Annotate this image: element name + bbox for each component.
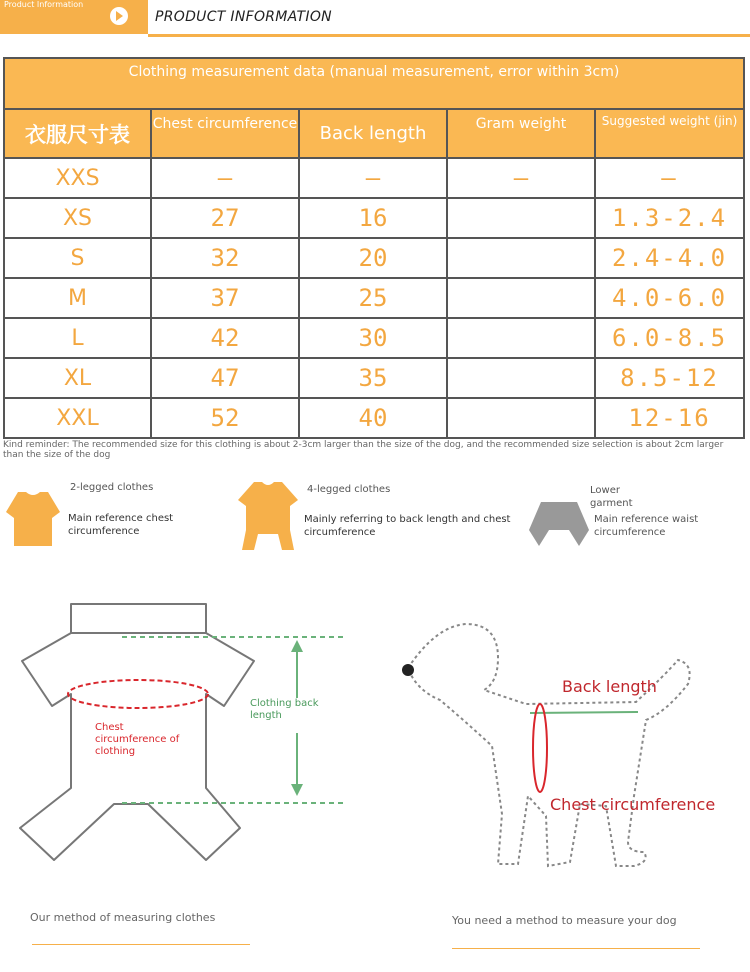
size-cell: XS (4, 198, 151, 238)
chest-cell: 47 (151, 358, 299, 398)
lower-garment-icon (527, 500, 591, 548)
chest-ellipse (68, 680, 208, 708)
back-cell: 20 (299, 238, 447, 278)
dog-diagram (396, 616, 726, 876)
gram-cell (447, 198, 595, 238)
size-cell: XXS (4, 158, 151, 198)
size-cell: XL (4, 358, 151, 398)
dog-outline (408, 624, 690, 866)
weight-cell: — (595, 158, 744, 198)
table-header-row (4, 109, 744, 158)
header-size-chart: 衣服尺寸表 (4, 109, 151, 158)
chest-cell: — (151, 158, 299, 198)
kind-reminder: Kind reminder: The recommended size for this clothing is about 2-3cm larger than the size of the dog, and the recommended size selection is about 2cm larger than the size of the dog (3, 440, 724, 460)
clothes-method-caption: Our method of measuring clothes (30, 911, 216, 924)
four-legged-label: 4-legged clothes (307, 484, 391, 495)
table-row (4, 318, 744, 358)
header-tab-label: Product Information (4, 0, 84, 9)
table-row (4, 358, 744, 398)
back-cell: — (299, 158, 447, 198)
table-row (4, 158, 744, 198)
chest-of-clothing-label: Chest circumference of clothing (95, 722, 180, 757)
header-gram-weight: Gram weight (447, 109, 595, 158)
weight-cell: 6.0-8.5 (595, 318, 744, 358)
play-arrow-icon (110, 7, 128, 25)
gram-cell (447, 358, 595, 398)
dog-back-length-line (530, 712, 638, 713)
table-caption: Clothing measurement data (manual measurement, error within 3cm) (4, 58, 744, 109)
dog-caption-underline (452, 948, 700, 949)
back-cell: 30 (299, 318, 447, 358)
table-row (4, 398, 744, 438)
gram-cell (447, 398, 595, 438)
chest-cell: 42 (151, 318, 299, 358)
two-legged-clothes-icon (4, 490, 62, 548)
gram-cell (447, 278, 595, 318)
weight-cell: 12-16 (595, 398, 744, 438)
dog-method-caption: You need a method to measure your dog (452, 914, 677, 927)
gram-cell (447, 318, 595, 358)
table-row (4, 278, 744, 318)
clothes-caption-underline (32, 944, 250, 945)
back-cell: 35 (299, 358, 447, 398)
four-legged-clothes-icon (236, 480, 300, 552)
dog-nose-icon (402, 664, 414, 676)
table-row (4, 198, 744, 238)
lower-garment-label: Lower garment (590, 485, 633, 509)
page-title: PRODUCT INFORMATION (155, 9, 332, 25)
size-cell: M (4, 278, 151, 318)
two-legged-label: 2-legged clothes (70, 482, 154, 493)
clothing-back-length-label: Clothing back length (250, 698, 319, 721)
chest-cell: 32 (151, 238, 299, 278)
chest-cell: 52 (151, 398, 299, 438)
table-caption-row (4, 58, 744, 109)
four-legged-desc: Mainly referring to back length and chest circumference (304, 514, 511, 538)
dog-chest-label: Chest circumference (550, 795, 716, 814)
header-back-length: Back length (299, 109, 447, 158)
dog-back-length-label: Back length (562, 677, 657, 696)
back-cell: 25 (299, 278, 447, 318)
header-suggested-weight: Suggested weight (jin) (595, 109, 744, 158)
weight-cell: 8.5-12 (595, 358, 744, 398)
size-cell: L (4, 318, 151, 358)
table-row (4, 238, 744, 278)
back-cell: 16 (299, 198, 447, 238)
header-chest: Chest circumference (151, 109, 299, 158)
dog-chest-ring (533, 704, 547, 792)
chest-cell: 27 (151, 198, 299, 238)
weight-cell: 4.0-6.0 (595, 278, 744, 318)
back-cell: 40 (299, 398, 447, 438)
gram-cell: — (447, 158, 595, 198)
weight-cell: 2.4-4.0 (595, 238, 744, 278)
chest-cell: 37 (151, 278, 299, 318)
size-table (3, 57, 745, 439)
size-cell: XXL (4, 398, 151, 438)
gram-cell (447, 238, 595, 278)
size-cell: S (4, 238, 151, 278)
weight-cell: 1.3-2.4 (595, 198, 744, 238)
lower-garment-desc: Main reference waist circumference (594, 514, 699, 538)
header-divider (148, 34, 750, 37)
two-legged-desc: Main reference chest circumference (68, 513, 174, 537)
